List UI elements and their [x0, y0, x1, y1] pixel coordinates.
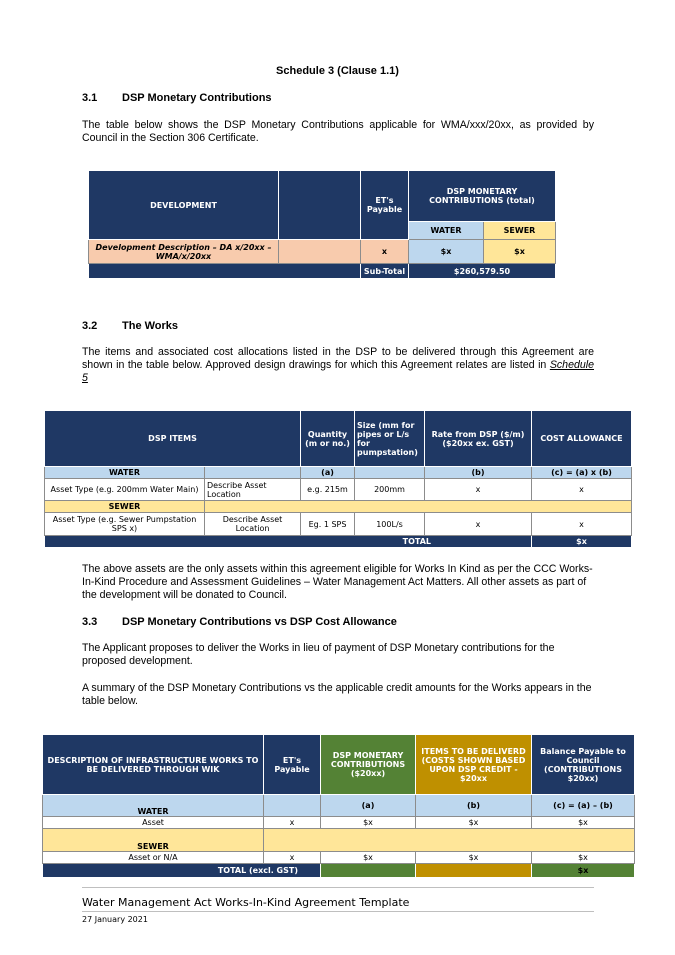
- header-size: Size (mm for pipes or L/s for pumpstation): [355, 411, 425, 467]
- blank-cell: [205, 467, 301, 479]
- sewer-location: Describe Asset Location: [205, 513, 301, 536]
- blank-cell: [264, 829, 635, 852]
- header-development: DEVELOPMENT: [89, 171, 279, 240]
- col-a: (a): [301, 467, 355, 479]
- schedule-title: Schedule 3 (Clause 1.1): [276, 65, 399, 77]
- total-dsp-blank: [321, 864, 416, 878]
- dsp-contributions-table: [88, 170, 556, 279]
- section-number: 3.1: [82, 92, 98, 104]
- sewer-items: $x: [416, 852, 532, 864]
- header-quantity: Quantity (m or no.): [301, 411, 355, 467]
- water-ets: x: [264, 817, 321, 829]
- water-allowance: x: [532, 479, 632, 501]
- col-b: (b): [416, 795, 532, 817]
- total-label: TOTAL (excl. GST): [43, 864, 321, 878]
- subtotal-label: Sub-Total: [361, 264, 409, 279]
- section-number: 3.3: [82, 616, 98, 628]
- water-value: $x: [409, 240, 484, 264]
- water-quantity: e.g. 215m: [301, 479, 355, 501]
- footer-date: 27 January 2021: [82, 915, 148, 924]
- water-asset: Asset Type (e.g. 200mm Water Main): [45, 479, 205, 501]
- water-dsp: $x: [321, 817, 416, 829]
- header-items-delivered: ITEMS TO BE DELIVERD (COSTS SHOWN BASED UPON DSP CREDIT - $20xx: [416, 735, 532, 795]
- section-title: DSP Monetary Contributions vs DSP Cost Allowance: [122, 616, 397, 628]
- total-items-blank: [416, 864, 532, 878]
- works-table: [44, 410, 632, 548]
- sewer-description: Asset or N/A: [43, 852, 264, 864]
- water-rate: x: [425, 479, 532, 501]
- header-sewer: SEWER: [484, 222, 556, 240]
- blank-cell: [264, 795, 321, 817]
- total-label: TOTAL: [45, 536, 532, 548]
- subtotal-value: $260,579.50: [409, 264, 556, 279]
- total-value: $x: [532, 864, 635, 878]
- header-rate: Rate from DSP ($/m) ($20xx ex. GST): [425, 411, 532, 467]
- header-ets: ET's Payable: [361, 171, 409, 240]
- sewer-ets: x: [264, 852, 321, 864]
- sewer-value: $x: [484, 240, 556, 264]
- header-blank: [279, 171, 361, 240]
- water-items: $x: [416, 817, 532, 829]
- header-balance-payable: Balance Payable to Council (CONTRIBUTIONS $20xx): [532, 735, 635, 795]
- section-paragraph: A summary of the DSP Monetary Contributions vs the applicable credit amounts for the Works appears in the table below.: [82, 682, 592, 707]
- section-title: DSP Monetary Contributions: [122, 92, 272, 104]
- water-description: Asset: [43, 817, 264, 829]
- col-a: (a): [321, 795, 416, 817]
- header-dsp-items: DSP ITEMS: [45, 411, 301, 467]
- water-location: Describe Asset Location: [205, 479, 301, 501]
- assets-paragraph: The above assets are the only assets within this agreement eligible for Works In Kind as per the CCC Works-In-Kind Procedure and Assessment Guidelines – Water Management Act Matters. All other assets as part of the development will be donated to Council.: [82, 563, 593, 601]
- footer-title: Water Management Act Works-In-Kind Agreement Template: [82, 896, 410, 909]
- development-description: Development Description – DA x/20xx – WMA/x/20xx: [89, 240, 279, 264]
- section-paragraph: The Applicant proposes to deliver the Works in lieu of payment of DSP Monetary contributions for the proposed development.: [82, 642, 555, 667]
- total-value: $x: [532, 536, 632, 548]
- water-label: WATER: [45, 467, 205, 479]
- sewer-asset: Asset Type (e.g. Sewer Pumpstation SPS x): [45, 513, 205, 536]
- sewer-allowance: x: [532, 513, 632, 536]
- col-c: (c) = (a) – (b): [532, 795, 635, 817]
- header-water: WATER: [409, 222, 484, 240]
- section-paragraph: The items and associated cost allocations listed in the DSP to be delivered through this Agreement are shown in the table below. Approved design drawings for which this Agreement relates are listed in Schedule 5: [82, 346, 594, 384]
- sewer-rate: x: [425, 513, 532, 536]
- col-b: (b): [425, 467, 532, 479]
- section-number: 3.2: [82, 320, 98, 332]
- contributions-vs-allowance-table: [42, 734, 635, 878]
- water-balance: $x: [532, 817, 635, 829]
- header-ets: ET's Payable: [264, 735, 321, 795]
- header-dsp-monetary: DSP MONETARY CONTRIBUTIONS (total): [409, 171, 556, 222]
- sewer-label: SEWER: [43, 829, 264, 852]
- water-label: WATER: [43, 795, 264, 817]
- blank-cell: [355, 467, 425, 479]
- schedule-link[interactable]: Schedule 5: [82, 359, 594, 384]
- sewer-label: SEWER: [45, 501, 205, 513]
- blank-cell: [279, 240, 361, 264]
- ets-value: x: [361, 240, 409, 264]
- sewer-balance: $x: [532, 852, 635, 864]
- water-size: 200mm: [355, 479, 425, 501]
- header-cost-allowance: COST ALLOWANCE: [532, 411, 632, 467]
- header-description: DESCRIPTION OF INFRASTRUCTURE WORKS TO BE DELIVERED THROUGH WIK: [43, 735, 264, 795]
- footer-divider: [82, 911, 594, 912]
- sewer-quantity: Eg. 1 SPS: [301, 513, 355, 536]
- col-c: (c) = (a) x (b): [532, 467, 632, 479]
- header-dsp-monetary: DSP MONETARY CONTRIBUTIONS ($20xx): [321, 735, 416, 795]
- footer-divider: [82, 887, 594, 888]
- section-paragraph: The table below shows the DSP Monetary Contributions applicable for WMA/xxx/20xx, as provided by Council in the Section 306 Certificate.: [82, 119, 594, 144]
- subtotal-blank: [89, 264, 361, 279]
- sewer-dsp: $x: [321, 852, 416, 864]
- section-title: The Works: [122, 320, 179, 332]
- blank-cell: [205, 501, 632, 513]
- sewer-size: 100L/s: [355, 513, 425, 536]
